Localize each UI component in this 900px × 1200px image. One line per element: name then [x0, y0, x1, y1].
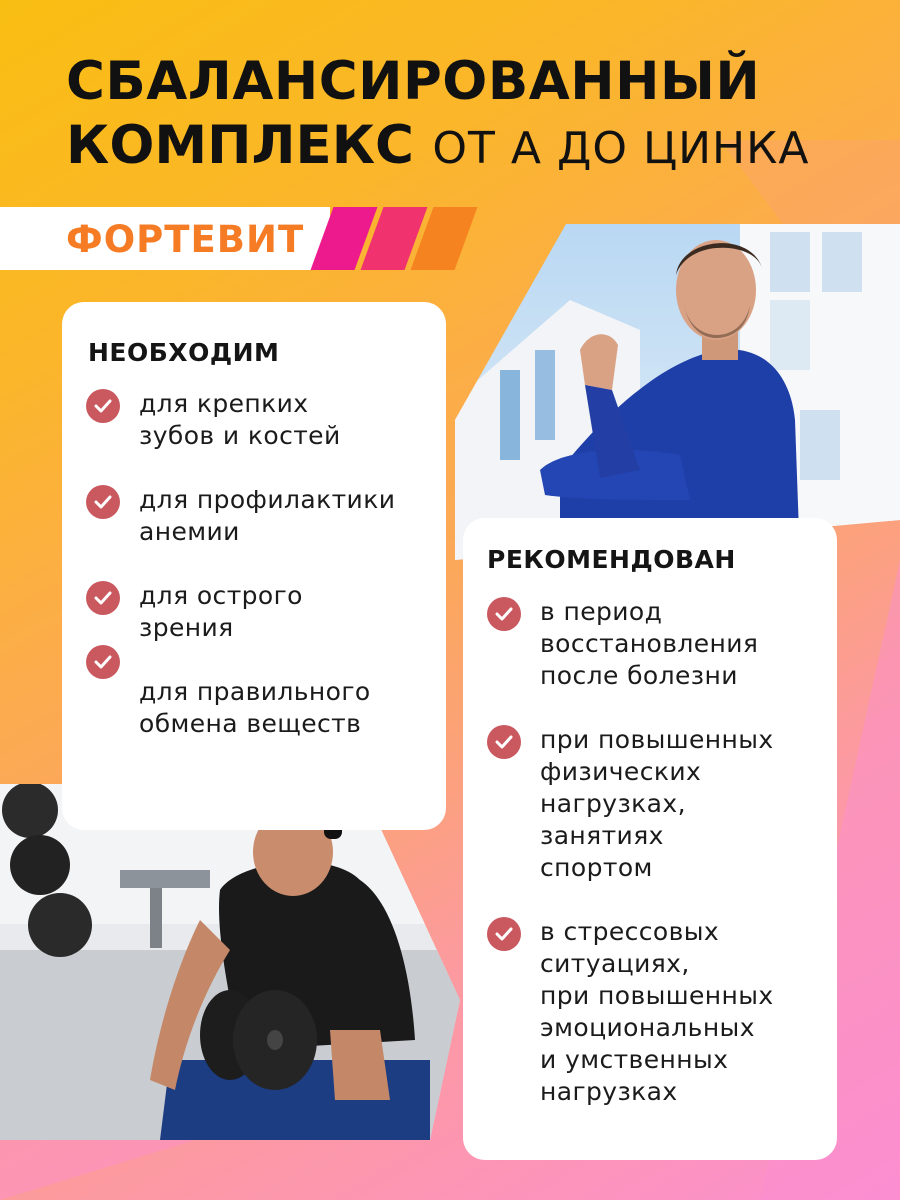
headline-line1: СБАЛАНСИРОВАННЫЙ	[66, 51, 761, 112]
recommended-item-3-line1: в стрессовых	[540, 917, 720, 946]
needed-item-3-line1: для острого	[139, 581, 303, 610]
check-circle-icon	[487, 917, 521, 951]
recommended-item-3-line3: при повышенных	[540, 981, 774, 1010]
recommended-item-2-line5: спортом	[540, 853, 653, 882]
recommended-item-1	[540, 596, 758, 692]
recommended-item-3-line6: нагрузках	[540, 1077, 678, 1106]
headline-light: ОТ А ДО ЦИНКА	[432, 123, 810, 174]
needed-item-4-line2: обмена веществ	[139, 709, 362, 738]
recommended-item-2-line1: при повышенных	[540, 725, 774, 754]
brand-name: ФОРТЕВИТ	[66, 218, 305, 261]
recommended-item-2-line3: нагрузках,	[540, 789, 686, 818]
recommended-item-3	[540, 916, 774, 1108]
check-circle-icon	[86, 485, 120, 519]
recommended-title: РЕКОМЕНДОВАН	[487, 545, 736, 574]
needed-item-3	[139, 580, 303, 644]
needed-item-2-line1: для профилактики	[139, 485, 396, 514]
check-circle-icon	[86, 645, 120, 679]
needed-item-1-line1: для крепких	[139, 389, 309, 418]
recommended-item-2-line2: физических	[540, 757, 702, 786]
needed-item-2	[139, 484, 395, 548]
check-circle-icon	[487, 597, 521, 631]
needed-item-2-line2: анемии	[139, 517, 240, 546]
recommended-item-3-line5: и умственных	[540, 1045, 729, 1074]
needed-item-1-line2: зубов и костей	[139, 421, 341, 450]
needed-card	[62, 302, 446, 830]
recommended-item-3-line2: ситуациях,	[540, 949, 690, 978]
recommended-item-2	[540, 724, 774, 884]
recommended-item-1-line2: восстановления	[540, 629, 759, 658]
recommended-item-2-line4: занятиях	[540, 821, 664, 850]
needed-item-4-line1: для правильного	[139, 677, 371, 706]
needed-item-4	[139, 676, 371, 740]
recommended-item-3-line4: эмоциональных	[540, 1013, 755, 1042]
needed-item-1	[139, 388, 341, 452]
recommended-item-1-line3: после болезни	[540, 661, 738, 690]
headline-strong: КОМПЛЕКС	[66, 115, 414, 176]
check-circle-icon	[86, 389, 120, 423]
needed-item-3-line2: зрения	[139, 613, 234, 642]
needed-title: НЕОБХОДИМ	[88, 338, 280, 367]
recommended-item-1-line1: в период	[540, 597, 663, 626]
check-circle-icon	[487, 725, 521, 759]
check-circle-icon	[86, 581, 120, 615]
